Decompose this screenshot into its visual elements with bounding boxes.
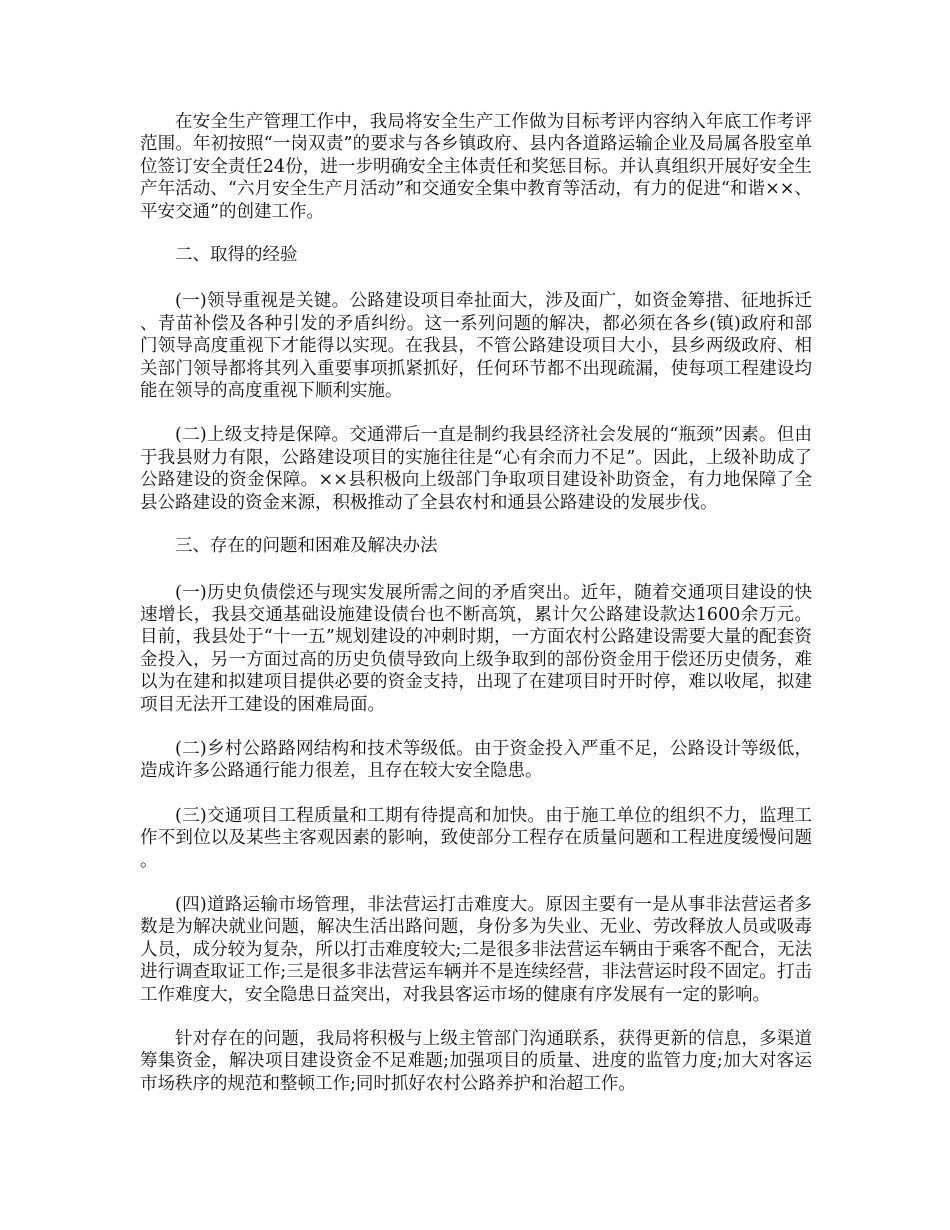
paragraph-superior-support: (二)上级支持是保障。交通滞后一直是制约我县经济社会发展的“瓶颈”因素。但由于我县财力有限，公路建设项目的实施往往是“心有余而力不足”。因此，上级补助成了公路建设的资金保障。××县积极向上级部门争取项目建设补助资金，有力地保障了全县公路建设的资金来源，积极推动了全县农村和通县公路建设的发展步伐。 [140,425,812,513]
section-heading-experience: 二、取得的经验 [175,245,298,266]
paragraph-historical-debt: (一)历史负债偿还与现实发展所需之间的矛盾突出。近年，随着交通项目建设的快速增长，我县交通基础设施建设债台也不断高筑，累计欠公路建设款达1600余万元。目前，我县处于“十一五”规划建设的冲刺时期，一方面农村公路建设需要大量的配套资金投入，另一方面过高的历史负债导致向上级争取到的部份资金用于偿还历史债务，难以为在建和拟建项目提供必要的资金支持，出现了在建项目时开时停，难以收尾，拟建项目无法开工建设的困难局面。 [140,582,812,715]
paragraph-safety-management: 在安全生产管理工作中，我局将安全生产工作做为目标考评内容纳入年底工作考评范围。年初按照“一岗双责”的要求与各乡镇政府、县内各道路运输企业及局属各股室单位签订安全责任24份，进一步明确安全主体责任和奖惩目标。并认真组织开展好安全生产年活动、“六月安全生产月活动”和交通安全集中教育等活动，有力的促进“和谐××、平安交通”的创建工作。 [140,112,812,222]
paragraph-solutions: 针对存在的问题，我局将积极与上级主管部门沟通联系，获得更新的信息，多渠道筹集资金，解决项目建设资金不足难题;加强项目的质量、进度的监管力度;加大对客运市场秩序的规范和整顿工作;同时抓好农村公路养护和治超工作。 [140,1029,812,1094]
paragraph-rural-road-network: (二)乡村公路路网结构和技术等级低。由于资金投入严重不足，公路设计等级低，造成许多公路通行能力很差，且存在较大安全隐患。 [140,738,812,782]
paragraph-project-quality: (三)交通项目工程质量和工期有待提高和加快。由于施工单位的组织不力，监理工作不到位以及某些主客观因素的影响，致使部分工程存在质量问题和工程进度缓慢问题。 [140,805,812,871]
paragraph-leadership: (一)领导重视是关键。公路建设项目牵扯面大，涉及面广，如资金筹措、征地拆迁、青苗补偿及各种引发的矛盾纠纷。这一系列问题的解决，都必须在各乡(镇)政府和部门领导高度重视下才能得以实现。在我县，不管公路建设项目大小，县乡两级政府、相关部门领导都将其列入重要事项抓紧抓好，任何环节都不出现疏漏，使每项工程建设均能在领导的高度重视下顺利实施。 [140,291,812,402]
paragraph-transport-market: (四)道路运输市场管理，非法营运打击难度大。原因主要有一是从事非法营运者多数是为解决就业问题，解决生活出路问题，身份多为失业、无业、劳改释放人员或吸毒人员，成分较为复杂，所以打击难度较大;二是很多非法营运车辆由于乘客不配合，无法进行调查取证工作;三是很多非法营运车辆并不是连续经营，非法营运时段不固定。打击工作难度大，安全隐患日益突出，对我县客运市场的健康有序发展有一定的影响。 [140,894,812,1005]
document-body [140,111,812,1095]
section-heading-problems: 三、存在的问题和困难及解决办法 [175,536,438,557]
